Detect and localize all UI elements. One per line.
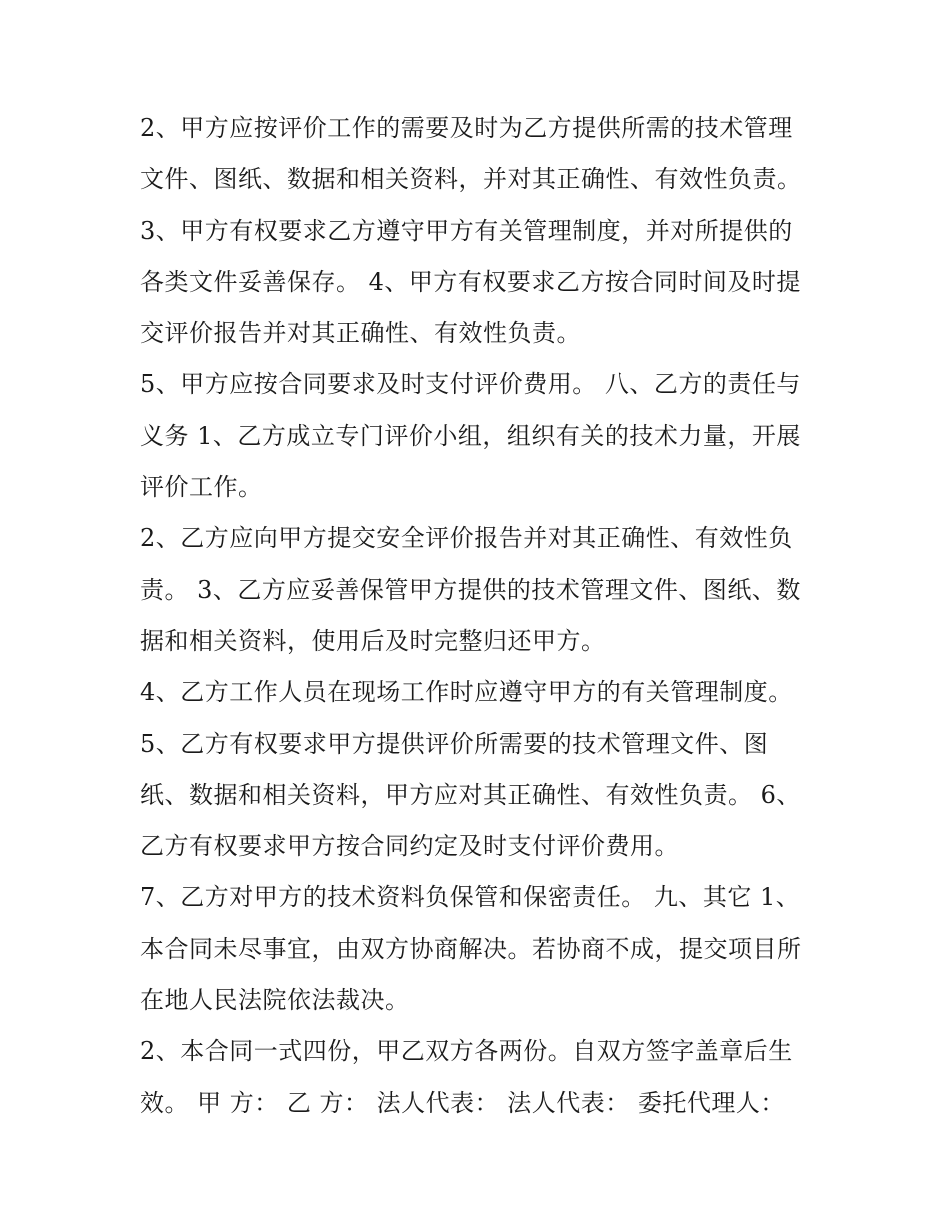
text-line: 效。 甲 方： 乙 方： 法人代表： 法人代表： 委托代理人： <box>140 1088 785 1117</box>
text-line: 义务 1、乙方成立专门评价小组，组织有关的技术力量，开展 <box>140 421 801 450</box>
signature-paragraph <box>140 1026 820 1129</box>
text-line: 5、甲方应按合同要求及时支付评价费用。 八、乙方的责任与 <box>140 370 801 399</box>
text-line: 乙方有权要求甲方按合同约定及时支付评价费用。 <box>140 832 679 861</box>
text-line: 文件、图纸、数据和相关资料，并对其正确性、有效性负责。 <box>140 165 802 194</box>
clause-paragraph <box>140 103 820 206</box>
text-line: 评价工作。 <box>140 473 263 502</box>
clause-paragraph <box>140 513 820 667</box>
text-line: 5、乙方有权要求甲方提供评价所需要的技术管理文件、图 <box>140 729 769 758</box>
clause-paragraph <box>140 667 820 718</box>
text-line: 2、本合同一式四份，甲乙双方各两份。自双方签字盖章后生 <box>140 1037 793 1066</box>
clause-paragraph <box>140 359 820 513</box>
clause-paragraph <box>140 719 820 873</box>
text-line: 2、乙方应向甲方提交安全评价报告并对其正确性、有效性负 <box>140 524 793 553</box>
text-line: 责。 3、乙方应妥善保管甲方提供的技术管理文件、图纸、数 <box>140 575 801 604</box>
text-line: 交评价报告并对其正确性、有效性负责。 <box>140 319 581 348</box>
text-line: 2、甲方应按评价工作的需要及时为乙方提供所需的技术管理 <box>140 114 793 142</box>
text-line: 本合同未尽事宜，由双方协商解决。若协商不成，提交项目所 <box>140 934 802 963</box>
document-body <box>140 103 820 1129</box>
text-line: 据和相关资料，使用后及时完整归还甲方。 <box>140 626 606 655</box>
text-line: 在地人民法院依法裁决。 <box>140 986 410 1015</box>
text-line: 7、乙方对甲方的技术资料负保管和保密责任。 九、其它 1、 <box>140 883 801 912</box>
text-line: 4、乙方工作人员在现场工作时应遵守甲方的有关管理制度。 <box>140 678 793 707</box>
text-line: 纸、数据和相关资料，甲方应对其正确性、有效性负责。 6、 <box>140 780 801 809</box>
clause-paragraph <box>140 872 820 1026</box>
text-line: 各类文件妥善保存。 4、甲方有权要求乙方按合同时间及时提 <box>140 267 801 296</box>
clause-paragraph <box>140 206 820 360</box>
text-line: 3、甲方有权要求乙方遵守甲方有关管理制度，并对所提供的 <box>140 216 793 245</box>
